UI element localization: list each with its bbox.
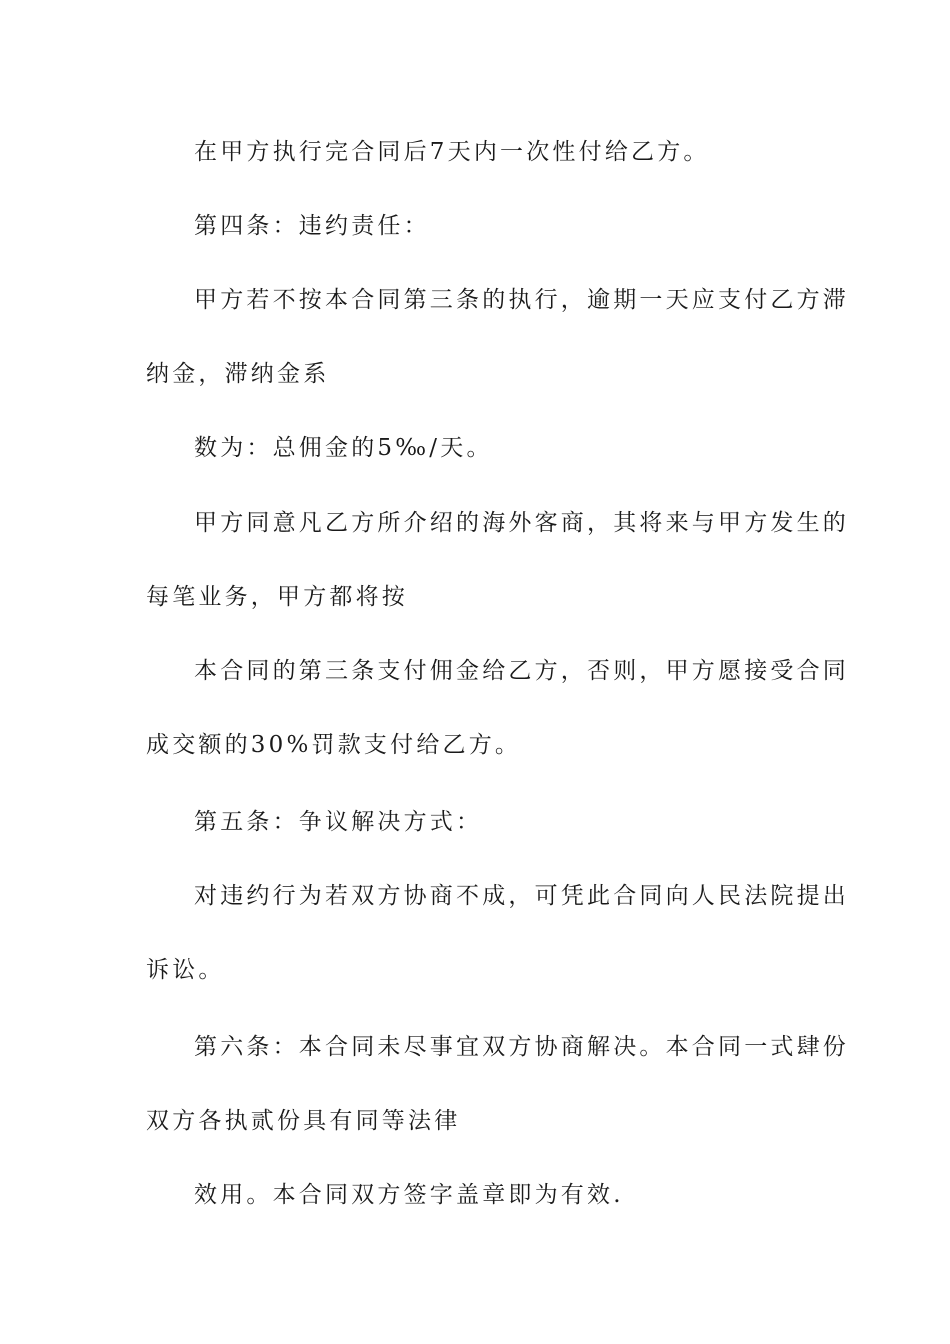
text-line-validity: 效用。本合同双方签字盖章即为有效. [194,1182,624,1208]
text-line-commission-penalty-continued: 成交额的30%罚款支付给乙方。 [146,732,522,758]
heading-article-five: 第五条：争议解决方式： [194,809,483,835]
text-line-payment-terms: 在甲方执行完合同后7天内一次性付给乙方。 [194,139,710,165]
heading-article-four: 第四条：违约责任： [194,213,430,239]
text-line-late-fee: 甲方若不按本合同第三条的执行，逾期一天应支付乙方滞 [194,287,849,313]
text-line-article-six: 第六条：本合同未尽事宜双方协商解决。本合同一式肆份 [194,1034,849,1060]
text-line-late-fee-continued: 纳金，滞纳金系 [146,361,330,387]
text-line-overseas-clients-continued: 每笔业务，甲方都将按 [146,584,408,610]
text-line-dispute: 对违约行为若双方协商不成，可凭此合同向人民法院提出 [194,883,849,909]
text-line-late-fee-rate: 数为：总佣金的5‰/天。 [194,435,493,461]
text-line-commission-penalty: 本合同的第三条支付佣金给乙方，否则，甲方愿接受合同 [194,658,849,684]
text-line-overseas-clients: 甲方同意凡乙方所介绍的海外客商，其将来与甲方发生的 [194,510,849,536]
text-line-dispute-continued: 诉讼。 [146,957,225,983]
text-line-article-six-continued: 双方各执贰份具有同等法律 [146,1108,461,1134]
